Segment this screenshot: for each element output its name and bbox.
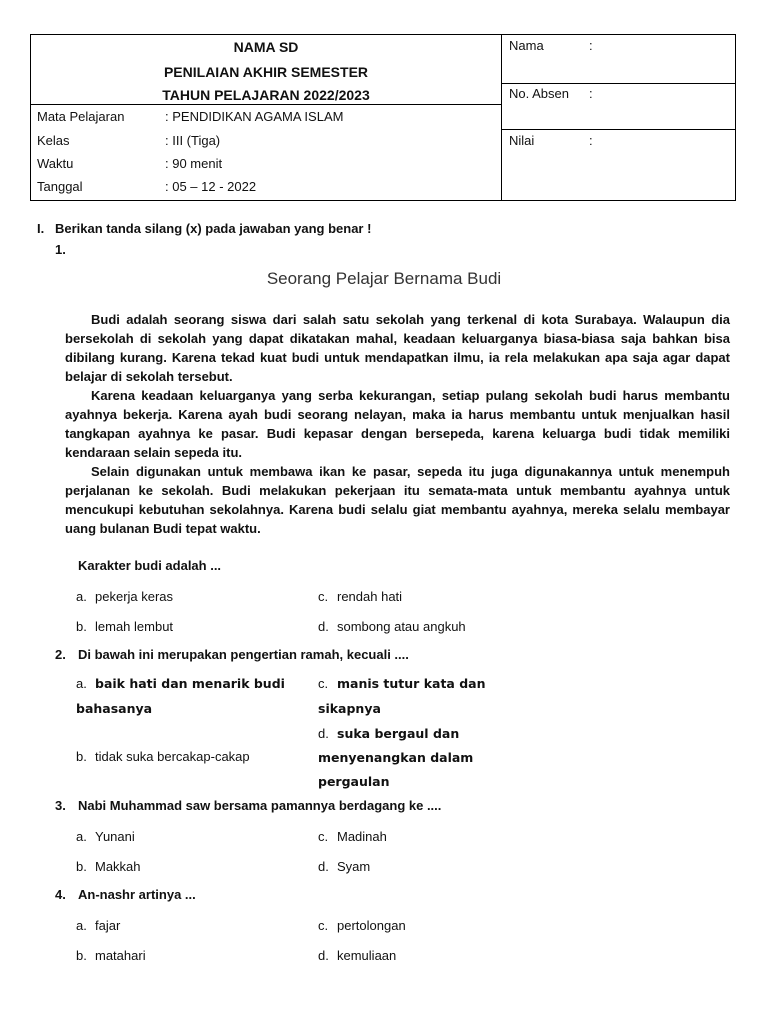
- answer-option[interactable]: [76, 829, 135, 844]
- question-prompt: Nabi Muhammad saw bersama pamannya berdagang ke ....: [78, 798, 442, 813]
- question-prompt: An-nashr artinya ...: [78, 887, 196, 902]
- field-label-date: Tanggal: [37, 179, 83, 194]
- question-number: 3.: [55, 798, 66, 813]
- option-letter: b.: [76, 749, 87, 764]
- field-value-date: : 05 – 12 - 2022: [165, 179, 257, 194]
- option-text: matahari: [95, 948, 146, 963]
- option-letter: d.: [318, 948, 329, 963]
- answer-option[interactable]: [76, 589, 173, 604]
- absen-label: No. Absen: [509, 86, 569, 101]
- option-letter: d.: [318, 726, 329, 741]
- option-letter: c.: [318, 589, 329, 604]
- option-text-continued: menyenangkan dalam: [318, 750, 474, 765]
- option-letter: c.: [318, 829, 329, 844]
- option-letter: b.: [76, 619, 87, 634]
- field-value-class: : III (Tiga): [165, 133, 221, 148]
- answer-option[interactable]: [318, 676, 486, 691]
- answer-option[interactable]: [76, 918, 120, 933]
- header-divider-right-2: [502, 129, 736, 130]
- option-text: kemuliaan: [337, 948, 397, 963]
- option-letter: c.: [318, 918, 329, 933]
- option-text-continued: sikapnya: [318, 701, 381, 716]
- option-text: rendah hati: [337, 589, 403, 604]
- story-paragraph: Karena keadaan keluarganya yang serba kekurangan, setiap pulang sekolah budi harus membantu ayahnya bekerja. Karena ayah budi seorang nelayan, maka ia harus membantu untuk menjualkan hasil tangkapan ayahnya ke pasar. Budi kepasar dengan bersepeda, karena keluarga budi tidak memiliki kendaraan selain sepeda itu.: [65, 388, 730, 460]
- option-text: Syam: [337, 859, 371, 874]
- option-letter: d.: [318, 859, 329, 874]
- option-text: pekerja keras: [95, 589, 174, 604]
- answer-option[interactable]: [76, 619, 173, 634]
- field-label-class: Kelas: [37, 133, 70, 148]
- answer-option[interactable]: [318, 918, 406, 933]
- score-colon: :: [589, 133, 593, 148]
- answer-option[interactable]: [76, 676, 285, 691]
- option-text: sombong atau angkuh: [337, 619, 466, 634]
- school-name: NAMA SD: [233, 39, 299, 55]
- answer-option[interactable]: [318, 829, 387, 844]
- option-text: Madinah: [337, 829, 387, 844]
- option-text: baik hati dan menarik budi: [95, 676, 285, 691]
- story-paragraph: Selain digunakan untuk membawa ikan ke pasar, sepeda itu juga digunakannya untuk menempuh perjalanan ke sekolah. Budi melakukan pekerjaan itu semata-mata untuk membantu ayahnya untuk mencukupi kebutuhan sekolahnya. Karena budi selalu giat membantu ayahnya, mereka selalu membayar uang bulanan Budi tepat waktu.: [65, 464, 730, 536]
- answer-option[interactable]: [318, 589, 402, 604]
- name-label: Nama: [509, 38, 544, 53]
- option-letter: a.: [76, 676, 87, 691]
- header-divider-right-1: [502, 83, 736, 84]
- option-text: lemah lembut: [95, 619, 174, 634]
- option-letter: d.: [318, 619, 329, 634]
- question-prompt: Di bawah ini merupakan pengertian ramah, kecuali ....: [78, 647, 409, 662]
- answer-option[interactable]: [318, 948, 396, 963]
- answer-option[interactable]: [318, 619, 466, 634]
- option-letter: b.: [76, 859, 87, 874]
- option-letter: a.: [76, 589, 87, 604]
- field-value-time: : 90 menit: [165, 156, 223, 171]
- answer-option[interactable]: [76, 948, 146, 963]
- field-label-subject: Mata Pelajaran: [37, 109, 125, 124]
- section-instruction: Berikan tanda silang (x) pada jawaban yang benar !: [55, 221, 372, 236]
- header-divider-left: [31, 104, 501, 105]
- option-text: tidak suka bercakap-cakap: [95, 749, 250, 764]
- option-text: fajar: [95, 918, 121, 933]
- exam-title: PENILAIAN AKHIR SEMESTER: [163, 64, 369, 80]
- section-numeral: I.: [37, 221, 45, 236]
- option-text-continued: pergaulan: [318, 774, 390, 789]
- option-letter: a.: [76, 918, 87, 933]
- question-number: 1.: [55, 242, 66, 257]
- option-text: pertolongan: [337, 918, 406, 933]
- field-label-time: Waktu: [37, 156, 74, 171]
- header-divider-vertical: [501, 35, 502, 200]
- question-number: 4.: [55, 887, 66, 902]
- option-text: Yunani: [95, 829, 135, 844]
- option-letter: b.: [76, 948, 87, 963]
- story-text: [65, 310, 730, 538]
- option-text: suka bergaul dan: [337, 726, 460, 741]
- answer-option[interactable]: [76, 749, 250, 764]
- exam-header: [30, 34, 736, 201]
- answer-option[interactable]: [318, 726, 459, 741]
- option-text: Makkah: [95, 859, 141, 874]
- option-letter: a.: [76, 829, 87, 844]
- field-value-subject: : PENDIDIKAN AGAMA ISLAM: [165, 109, 344, 124]
- option-text: manis tutur kata dan: [337, 676, 486, 691]
- option-letter: c.: [318, 676, 329, 691]
- answer-option[interactable]: [318, 859, 370, 874]
- answer-option[interactable]: [76, 859, 141, 874]
- school-year: TAHUN PELAJARAN 2022/2023: [162, 87, 370, 103]
- question-prompt: Karakter budi adalah ...: [78, 558, 222, 573]
- name-colon: :: [589, 38, 593, 53]
- absen-colon: :: [589, 86, 593, 101]
- score-label: Nilai: [509, 133, 535, 148]
- option-text-continued: bahasanya: [76, 701, 153, 716]
- story-paragraph: Budi adalah seorang siswa dari salah satu sekolah yang terkenal di kota Surabaya. Walaupun dia bersekolah di sekolah yang dapat dikatakan mahal, keadaan keluarganya biasa-biasa saja bahkan bisa dibilang kurang. Karena tekad kuat budi untuk mendapatkan ilmu, ia rela melakukan apa saja agar dapat belajar di sekolah tersebut.: [65, 312, 730, 384]
- story-title: Seorang Pelajar Bernama Budi: [266, 269, 502, 288]
- question-number: 2.: [55, 647, 66, 662]
